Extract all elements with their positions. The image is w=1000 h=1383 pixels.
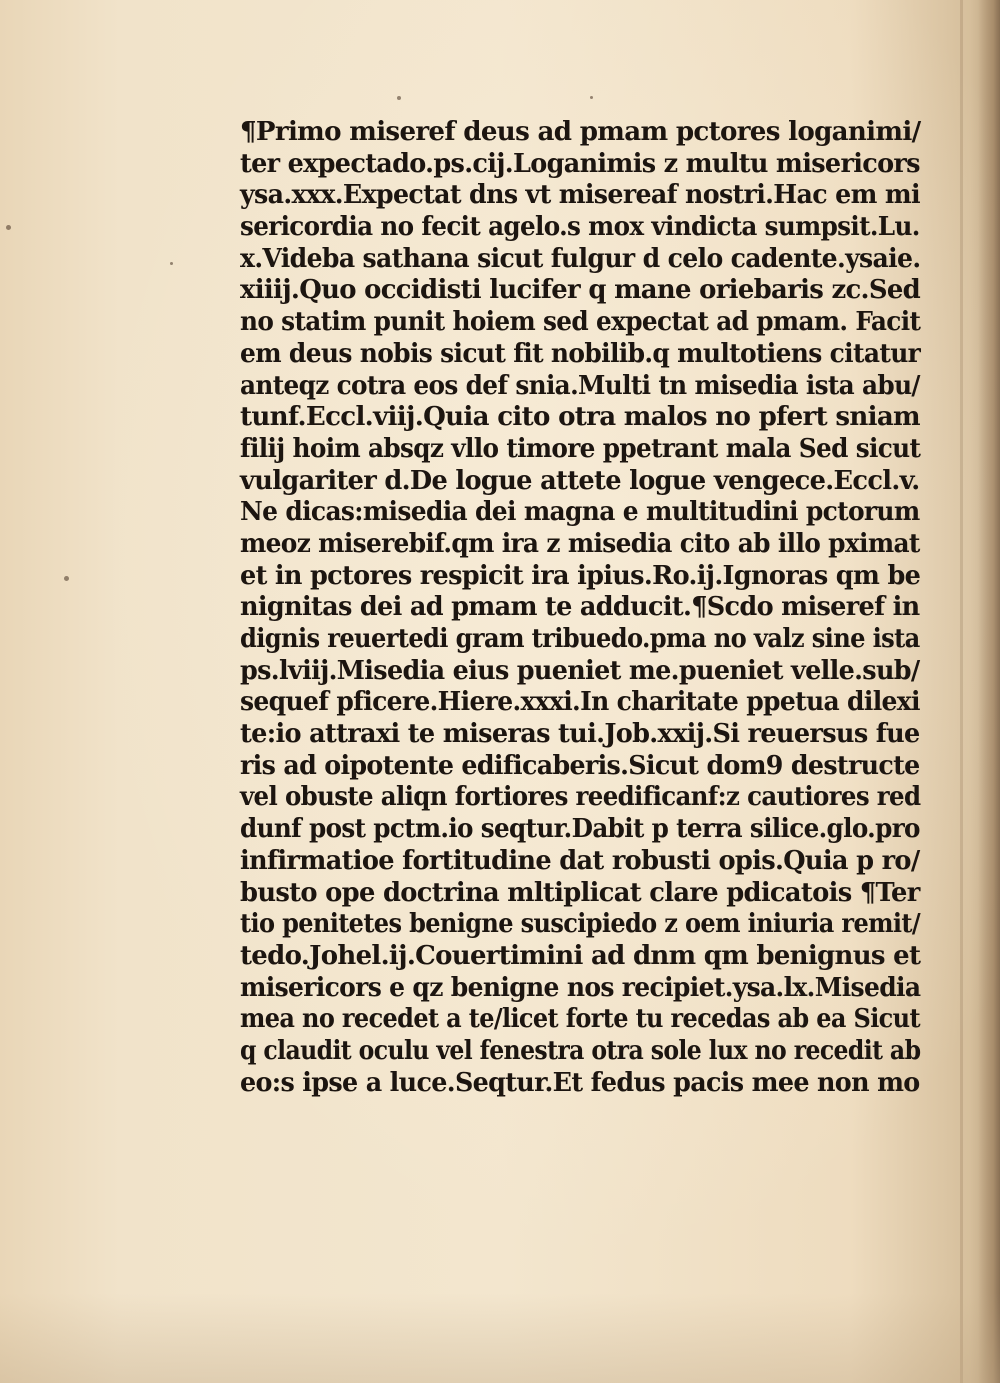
text-line: sequef pficere.Hiere.xxxi.In charitate ppetua dilexi — [240, 686, 920, 718]
text-line: vel obuste aliqn fortiores reedificanf:z cautiores red — [240, 781, 921, 813]
text-line: ter expectado.ps.cij.Loganimis z multu misericors — [240, 147, 920, 179]
text-line: anteqz cotra eos def snia.Multi tn misedia ista abu/ — [240, 369, 920, 401]
text-line: eo:s ipse a luce.Seqtur.Et fedus pacis mee non mo — [240, 1066, 920, 1098]
text-block — [240, 116, 920, 1098]
text-line: Ne dicas:misedia dei magna e multitudini pctorum — [240, 496, 920, 528]
text-line: nignitas dei ad pmam te adducit.¶Scdo miseref in — [240, 591, 920, 623]
text-line: tedo.Johel.ij.Couertimini ad dnm qm benignus et — [240, 939, 921, 971]
ink-speck — [590, 96, 593, 99]
text-line: x.Videba sathana sicut fulgur d celo cadente.ysaie. — [240, 242, 921, 274]
text-line: meoz miserebif.qm ira z misedia cito ab illo pximat — [240, 527, 920, 559]
text-line: xiiij.Quo occidisti lucifer q mane oriebaris zc.Sed — [240, 274, 921, 306]
text-line: filij hoim absqz vllo timore ppetrant mala Sed sicut — [240, 432, 921, 464]
text-line: busto ope doctrina mltiplicat clare pdicatois ¶Ter — [240, 876, 920, 908]
text-line: tunf.Eccl.viij.Quia cito otra malos no pfert sniam — [240, 401, 920, 433]
text-line: ysa.xxx.Expectat dns vt misereaf nostri.Hac em mi — [240, 179, 920, 211]
ink-speck — [64, 576, 69, 581]
text-line: dunf post pctm.io seqtur.Dabit p terra silice.glo.pro — [240, 813, 920, 845]
text-line: q claudit oculu vel fenestra otra sole lux no recedit ab — [240, 1034, 921, 1066]
page-fold-shadow — [960, 0, 963, 1383]
page-right-edge — [978, 0, 1000, 1383]
ink-speck — [170, 262, 173, 265]
text-line: sericordia no fecit agelo.s mox vindicta sumpsit.Lu. — [240, 211, 920, 243]
text-line: mea no recedet a te/licet forte tu recedas ab ea Sicut — [240, 1003, 920, 1035]
text-line: et in pctores respicit ira ipius.Ro.ij.Ignoras qm be — [240, 559, 921, 591]
ink-speck — [397, 96, 401, 100]
text-line: em deus nobis sicut fit nobilib.q multotiens citatur — [240, 337, 921, 369]
text-line: te:io attraxi te miseras tui.Job.xxij.Si reuersus fue — [240, 718, 920, 750]
text-line: infirmatioe fortitudine dat robusti opis.Quia p ro/ — [240, 844, 920, 876]
text-line: ¶Primo miseref deus ad pmam pctores loganimi/ — [240, 116, 921, 147]
text-line: tio penitetes benigne suscipiedo z oem iniuria remit/ — [240, 908, 920, 940]
text-line: ps.lviij.Misedia eius pueniet me.pueniet velle.sub/ — [240, 654, 920, 686]
ink-speck — [6, 225, 11, 230]
text-line: misericors e qz benigne nos recipiet.ysa.lx.Misedia — [240, 971, 921, 1003]
page-bottom-shade — [0, 1293, 1000, 1383]
text-line: ris ad oipotente edificaberis.Sicut dom9 destructe — [240, 749, 920, 781]
text-line: no statim punit hoiem sed expectat ad pmam. Facit — [240, 306, 921, 338]
text-line: dignis reuertedi gram tribuedo.pma no valz sine ista — [240, 623, 920, 654]
text-line: vulgariter d.De logue attete logue vengece.Eccl.v. — [240, 464, 920, 496]
